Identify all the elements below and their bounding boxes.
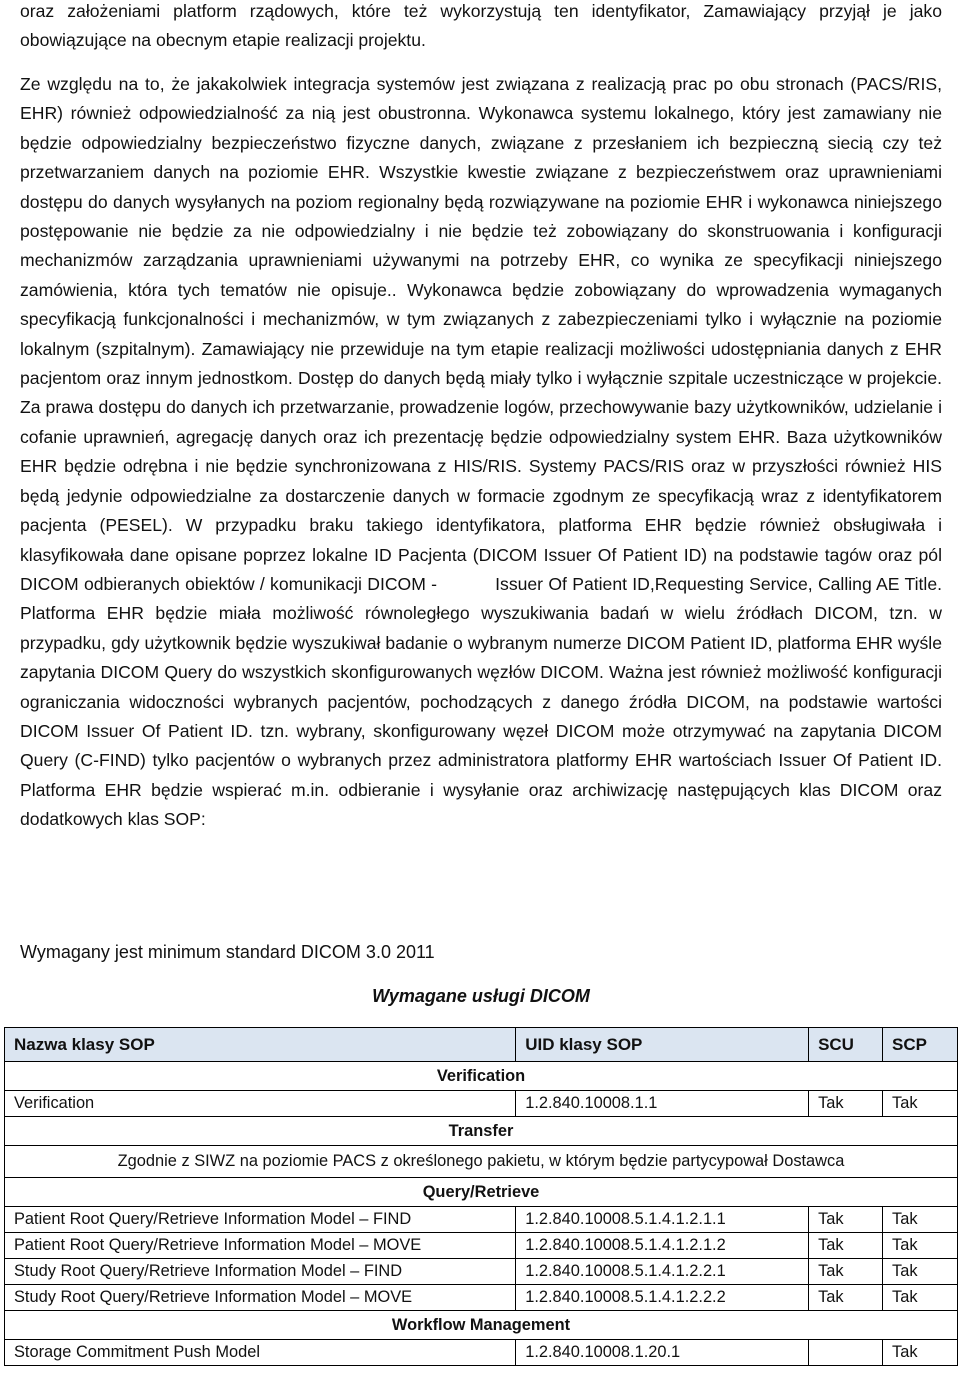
- paragraph-integration: Ze względu na to, że jakakolwiek integracja systemów jest związana z realizacją prac po obu stronach (PACS/RIS, EHR) również odpowiedzialność za nią jest obustronna. Wykonawca systemu lokalnego, który jest zamawiany nie będzie odpowiedzialny bezpieczeństwo fizyczne danych, związane z przesłaniem ich bezpieczną siecią czy też przetwarzaniem danych na poziomie EHR. Wszystkie kwestie związane z bezpieczeństwem oraz uprawnieniami dostępu do danych wysyłanych na poziom regionalny będą rozwiązywane na poziomie EHR i wykonawca niniejszego postępowanie nie będzie za nie odpowiedzialny i nie będzie też zobowiązany do skonstruowania i konfiguracji mechanizmów zarządzania uprawnieniami używanymi na potrzeby EHR, co wynika ze specyfikacji niniejszego zamówienia, która tych tematów nie opisuje.. Wykonawca będzie zobowiązany do wprowadzenia wymaganych specyfikacją funkcjonalności i mechanizmów, w tym związanych z zabezpieczeniami tylko i wyłącznie na poziomie lokalnym (szpitalnym). Zamawiający nie przewiduje na tym etapie realizacji możliwości udostępniania danych z EHR pacjentom oraz innym jednostkom. Dostęp do danych będą miały tylko i wyłącznie szpitale uczestniczące w projekcie. Za prawa dostępu do danych ich przetwarzanie, prowadzenie logów, przechowywanie bazy użytkowników, udzielanie i cofanie uprawnień, agregację danych oraz ich prezentację będzie odpowiedzialny system EHR. Baza użytkowników EHR będzie odrębna i nie będzie synchronizowana z HIS/RIS. Systemy PACS/RIS oraz w przyszłości również HIS będą jedynie odpowiedzialne za dostarczenie danych w formacie zgodnym ze specyfikacją wraz z identyfikatorem pacjenta (PESEL). W przypadku braku takiego identyfikatora, platforma EHR będzie również obsługiwała i klasyfikowała dane opisane poprzez lokalne ID Pacjenta (DICOM Issuer Of Patient ID) na podstawie tagów oraz pól DICOM odbieranych obiektów / komunikacji DICOM - Issuer Of Patient ID,Requesting Service, Calling AE Title. Platforma EHR będzie miała możliwość równoległego wyszukiwania badań w wielu źródłach DICOM, tzn. w przypadku, gdy użytkownik będzie wyszukiwał badanie o wybranym numerze DICOM Patient ID, platforma EHR wyśle zapytania DICOM Query do wszystkich skonfigurowanych węzłów DICOM. Ważna jest również możliwość konfiguracji ograniczania widoczności wybranych pacjentów, pochodzących z danego źródła DICOM, na podstawie wartości DICOM Issuer Of Patient ID. tzn. wybrany, skonfigurowany węzeł DICOM może otrzymywać na zapytania DICOM Query (C-FIND) tylko pacjentów o wybranych przez administratora platformy EHR wartościach Issuer Of Patient ID. Platforma EHR będzie wspierać m.in. odbieranie i wysyłanie oraz archiwizację następujących klas DICOM oraz dodatkowych klas SOP:: [20, 74, 942, 830]
- section-row-transfer: [5, 1117, 958, 1146]
- section-row-verification: [5, 1062, 958, 1091]
- table-title: Wymagane usługi DICOM: [372, 986, 590, 1006]
- sop-class-name: Verification: [5, 1091, 516, 1117]
- sop-class-name: Patient Root Query/Retrieve Information Model – FIND: [5, 1207, 516, 1233]
- dicom-standard-line: Wymagany jest minimum standard DICOM 3.0 2011: [20, 942, 435, 962]
- header-scu: SCU: [809, 1028, 883, 1062]
- section-title: Workflow Management: [5, 1311, 958, 1340]
- scp-value: Tak: [883, 1091, 958, 1117]
- scp-value: Tak: [883, 1285, 958, 1311]
- scu-value: [809, 1340, 883, 1366]
- header-scp: SCP: [883, 1028, 958, 1062]
- table-row: [5, 1340, 958, 1366]
- table-note-row: [5, 1146, 958, 1178]
- sop-class-uid: 1.2.840.10008.5.1.4.1.2.1.2: [516, 1233, 809, 1259]
- sop-class-name: Study Root Query/Retrieve Information Model – MOVE: [5, 1285, 516, 1311]
- scp-value: Tak: [883, 1340, 958, 1366]
- sop-class-uid: 1.2.840.10008.1.20.1: [516, 1340, 809, 1366]
- sop-class-uid: 1.2.840.10008.5.1.4.1.2.1.1: [516, 1207, 809, 1233]
- table-row: [5, 1259, 958, 1285]
- table-row: [5, 1233, 958, 1259]
- sop-class-name: Study Root Query/Retrieve Information Model – FIND: [5, 1259, 516, 1285]
- section-row-workflow-management: [5, 1311, 958, 1340]
- transfer-note: Zgodnie z SIWZ na poziomie PACS z określonego pakietu, w którym będzie partycypował Dostawca: [5, 1146, 958, 1178]
- scp-value: Tak: [883, 1207, 958, 1233]
- scu-value: Tak: [809, 1233, 883, 1259]
- header-sop-class-name: Nazwa klasy SOP: [5, 1028, 516, 1062]
- table-row: [5, 1091, 958, 1117]
- dicom-services-table: [4, 1027, 958, 1366]
- section-title: Transfer: [5, 1117, 958, 1146]
- section-title: Verification: [5, 1062, 958, 1091]
- table-row: [5, 1285, 958, 1311]
- header-sop-class-uid: UID klasy SOP: [516, 1028, 809, 1062]
- scu-value: Tak: [809, 1091, 883, 1117]
- section-title: Query/Retrieve: [5, 1178, 958, 1207]
- sop-class-uid: 1.2.840.10008.5.1.4.1.2.2.1: [516, 1259, 809, 1285]
- paragraph-intro: oraz założeniami platform rządowych, które też wykorzystują ten identyfikator, Zamawiający przyjął je jako obowiązujące na obecnym etapie realizacji projektu.: [20, 1, 942, 51]
- scu-value: Tak: [809, 1207, 883, 1233]
- scp-value: Tak: [883, 1259, 958, 1285]
- table-row: [5, 1207, 958, 1233]
- sop-class-name: Storage Commitment Push Model: [5, 1340, 516, 1366]
- table-header-row: [5, 1028, 958, 1062]
- scp-value: Tak: [883, 1233, 958, 1259]
- sop-class-uid: 1.2.840.10008.1.1: [516, 1091, 809, 1117]
- section-row-query-retrieve: [5, 1178, 958, 1207]
- sop-class-name: Patient Root Query/Retrieve Information Model – MOVE: [5, 1233, 516, 1259]
- scu-value: Tak: [809, 1285, 883, 1311]
- sop-class-uid: 1.2.840.10008.5.1.4.1.2.2.2: [516, 1285, 809, 1311]
- scu-value: Tak: [809, 1259, 883, 1285]
